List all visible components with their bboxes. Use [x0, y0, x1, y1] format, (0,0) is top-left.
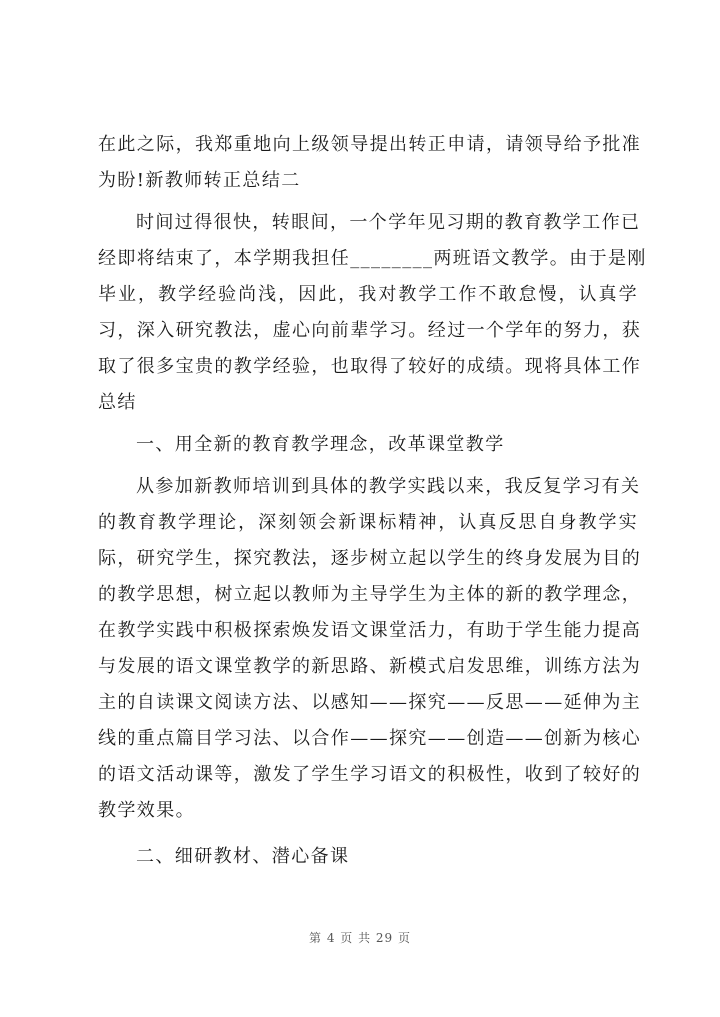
- text-line: 与发展的语文课堂教学的新思路、新模式启发思维，训练方法为: [98, 656, 642, 677]
- text-line: 际，研究学生，探究教法，逐步树立起以学生的终身发展为目的: [98, 548, 642, 569]
- section-heading: 二、细研教材、潜心备课: [136, 846, 350, 867]
- text-line: 时间过得很快，转眼间，一个学年见习期的教育教学工作已: [136, 212, 641, 233]
- text-line: 总结: [98, 392, 137, 413]
- text-line: 取了很多宝贵的教学经验，也取得了较好的成绩。现将具体工作: [98, 356, 642, 377]
- text-line: 线的重点篇目学习法、以合作——探究——创造——创新为核心: [98, 728, 642, 749]
- page-number: 第 4 页 共 29 页: [309, 931, 411, 945]
- text-line: 毕业，教学经验尚浅，因此，我对教学工作不敢怠慢，认真学: [98, 284, 638, 305]
- text-line: 在此之际，我郑重地向上级领导提出转正申请，请领导给予批准: [98, 134, 642, 155]
- text-line: 主的自读课文阅读方法、以感知——探究——反思——延伸为主: [98, 692, 642, 713]
- text-line: 的教学思想，树立起以教师为主导学生为主体的新的教学理念，: [98, 584, 642, 605]
- document-body: [98, 127, 647, 875]
- text-line: 从参加新教师培训到具体的教学实践以来，我反复学习有关: [136, 476, 641, 497]
- text-line: 经即将结束了，本学期我担任________两班语文教学。由于是刚: [98, 248, 647, 269]
- text-line: 习，深入研究教法，虚心向前辈学习。经过一个学年的努力，获: [98, 320, 642, 341]
- text-line: 为盼!新教师转正总结二: [98, 170, 301, 191]
- text-line: 的语文活动课等，激发了学生学习语文的积极性，收到了较好的: [98, 764, 642, 785]
- text-line: 的教育教学理论，深刻领会新课标精神，认真反思自身教学实: [98, 512, 638, 533]
- text-line: 教学效果。: [98, 800, 195, 821]
- text-line: 在教学实践中积极探索焕发语文课堂活力，有助于学生能力提高: [98, 620, 642, 641]
- section-heading: 一、用全新的教育教学理念，改革课堂教学: [136, 434, 505, 455]
